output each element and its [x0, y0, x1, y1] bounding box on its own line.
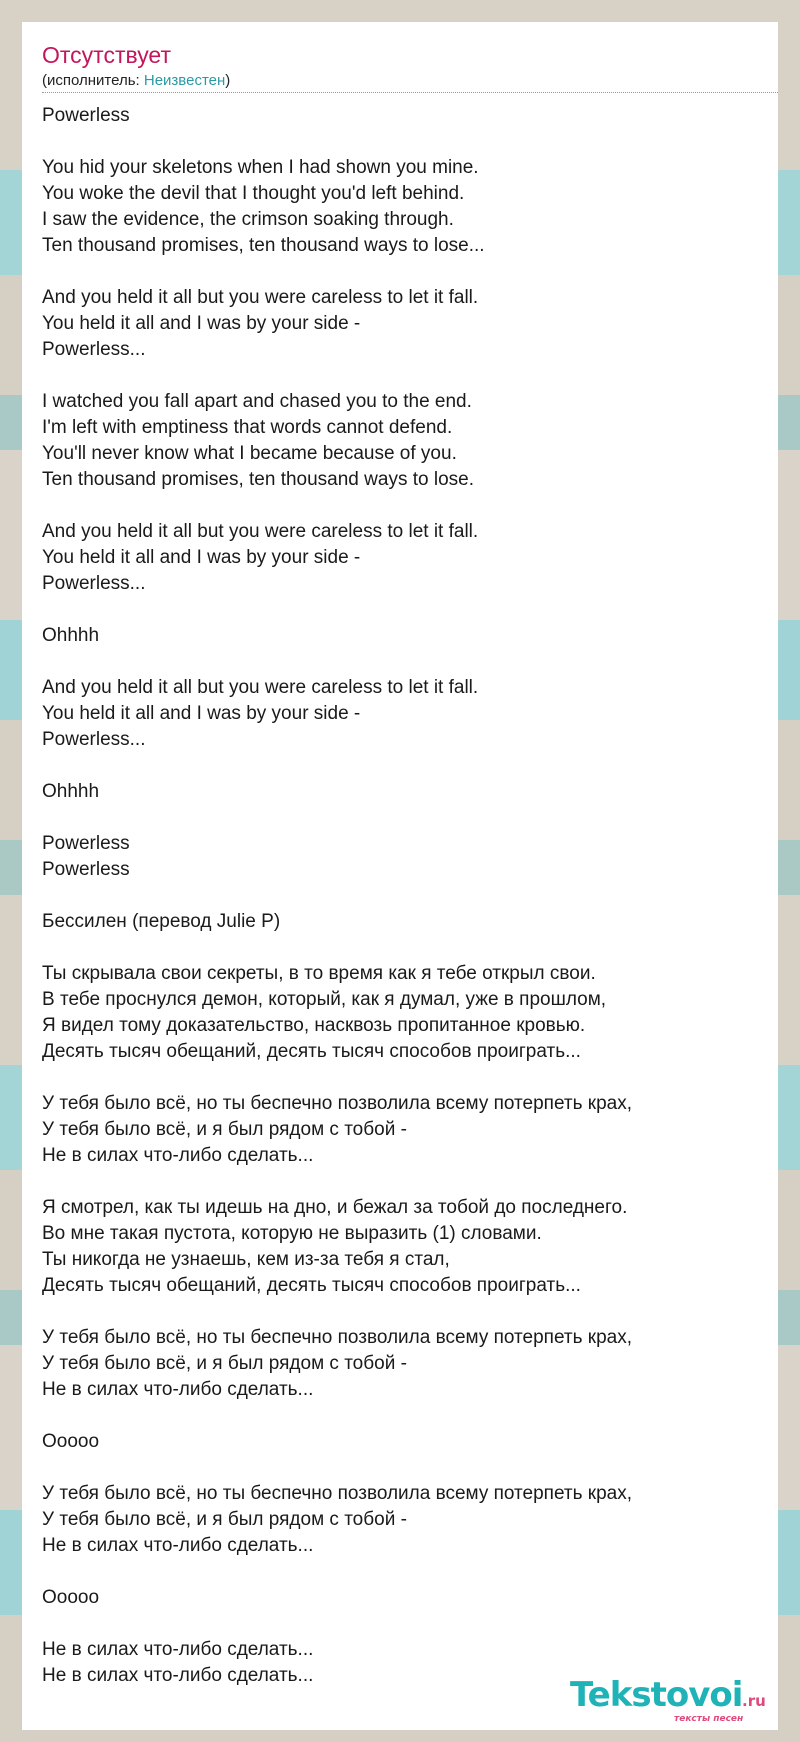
lyric-line	[42, 1299, 762, 1325]
lyric-line: Ты никогда не узнаешь, кем из-за тебя я стал,	[42, 1249, 450, 1270]
lyric-line: У тебя было всё, и я был рядом с тобой -	[42, 1509, 407, 1530]
logo-wordmark: Tekstovoi	[570, 1675, 743, 1715]
lyric-line	[42, 1455, 762, 1481]
artist-link[interactable]: Неизвестен	[143, 72, 226, 89]
lyric-line: Ооооо	[42, 1431, 100, 1452]
lyric-line: У тебя было всё, и я был рядом с тобой -	[42, 1353, 407, 1374]
lyric-line: Ten thousand promises, ten thousand ways to lose.	[42, 469, 474, 490]
lyric-line: Не в силах что-либо сделать...	[42, 1379, 314, 1400]
lyric-line	[42, 259, 762, 285]
lyric-line: You held it all and I was by your side -	[42, 313, 361, 334]
lyric-line: Десять тысяч обещаний, десять тысяч способов проиграть...	[42, 1041, 581, 1062]
lyric-line	[42, 597, 762, 623]
artist-byline	[42, 73, 230, 88]
lyric-line: У тебя было всё, и я был рядом с тобой -	[42, 1119, 407, 1140]
lyric-line	[42, 363, 762, 389]
byline-suffix: )	[225, 72, 231, 89]
lyric-line: I'm left with emptiness that words cannot defend.	[42, 417, 453, 438]
lyric-line	[42, 1169, 762, 1195]
lyric-line: You hid your skeletons when I had shown you mine.	[42, 157, 479, 178]
lyric-line	[42, 1559, 762, 1585]
lyric-line: Powerless	[42, 833, 130, 854]
lyric-line: And you held it all but you were careless to let it fall.	[42, 287, 479, 308]
lyric-line: And you held it all but you were careless to let it fall.	[42, 521, 479, 542]
lyric-line	[42, 493, 762, 519]
lyric-line: Powerless...	[42, 339, 146, 360]
lyric-line	[42, 1611, 762, 1637]
lyric-line	[42, 1403, 762, 1429]
lyric-line: Powerless...	[42, 729, 146, 750]
lyric-line: Powerless	[42, 105, 130, 126]
lyric-line: Powerless	[42, 859, 130, 880]
lyric-line: You'll never know what I became because of you.	[42, 443, 457, 464]
lyric-line	[42, 649, 762, 675]
lyric-line: Я видел тому доказательство, насквозь пропитанное кровью.	[42, 1015, 586, 1036]
logo-tld: .ru	[742, 1692, 766, 1710]
lyric-line: В тебе проснулся демон, который, как я думал, уже в прошлом,	[42, 989, 607, 1010]
lyric-line: Ооооо	[42, 1587, 100, 1608]
lyric-line	[42, 805, 762, 831]
dotted-divider	[42, 92, 778, 93]
lyric-line: Ты скрывала свои секреты, в то время как я тебе открыл свои.	[42, 963, 596, 984]
lyric-line: Ohhhh	[42, 625, 100, 646]
lyric-line: Ten thousand promises, ten thousand ways to lose...	[42, 235, 485, 256]
lyric-line: У тебя было всё, но ты беспечно позволила всему потерпеть крах,	[42, 1327, 632, 1348]
lyric-line: I watched you fall apart and chased you to the end.	[42, 391, 472, 412]
lyric-line: Бессилен (перевод Julie P)	[42, 911, 281, 932]
lyric-line: Не в силах что-либо сделать...	[42, 1535, 314, 1556]
lyric-line: You woke the devil that I thought you'd left behind.	[42, 183, 465, 204]
lyric-line: Я смотрел, как ты идешь на дно, и бежал за тобой до последнего.	[42, 1197, 628, 1218]
lyric-line: Не в силах что-либо сделать...	[42, 1665, 314, 1686]
lyric-line: Десять тысяч обещаний, десять тысяч способов проиграть...	[42, 1275, 581, 1296]
site-logo[interactable]	[570, 1675, 770, 1730]
lyric-line: Ohhhh	[42, 781, 100, 802]
lyric-line	[42, 753, 762, 779]
lyric-line: You held it all and I was by your side -	[42, 703, 361, 724]
lyrics-card	[22, 22, 778, 1730]
lyric-line: Во мне такая пустота, которую не выразить (1) словами.	[42, 1223, 542, 1244]
lyric-line	[42, 129, 762, 155]
logo-tagline: тексты песен	[674, 1714, 744, 1724]
lyric-line: You held it all and I was by your side -	[42, 547, 361, 568]
lyric-line	[42, 883, 762, 909]
byline-prefix: (исполнитель:	[42, 72, 144, 89]
lyric-line: And you held it all but you were careless to let it fall.	[42, 677, 479, 698]
song-title: Отсутствует	[42, 42, 171, 68]
lyric-line: Powerless...	[42, 573, 146, 594]
lyric-line: Не в силах что-либо сделать...	[42, 1145, 314, 1166]
lyrics-text	[42, 103, 762, 1689]
lyric-line: У тебя было всё, но ты беспечно позволила всему потерпеть крах,	[42, 1093, 632, 1114]
lyric-line	[42, 935, 762, 961]
lyric-line: I saw the evidence, the crimson soaking through.	[42, 209, 454, 230]
lyric-line: Не в силах что-либо сделать...	[42, 1639, 314, 1660]
lyric-line: У тебя было всё, но ты беспечно позволила всему потерпеть крах,	[42, 1483, 632, 1504]
lyric-line	[42, 1065, 762, 1091]
